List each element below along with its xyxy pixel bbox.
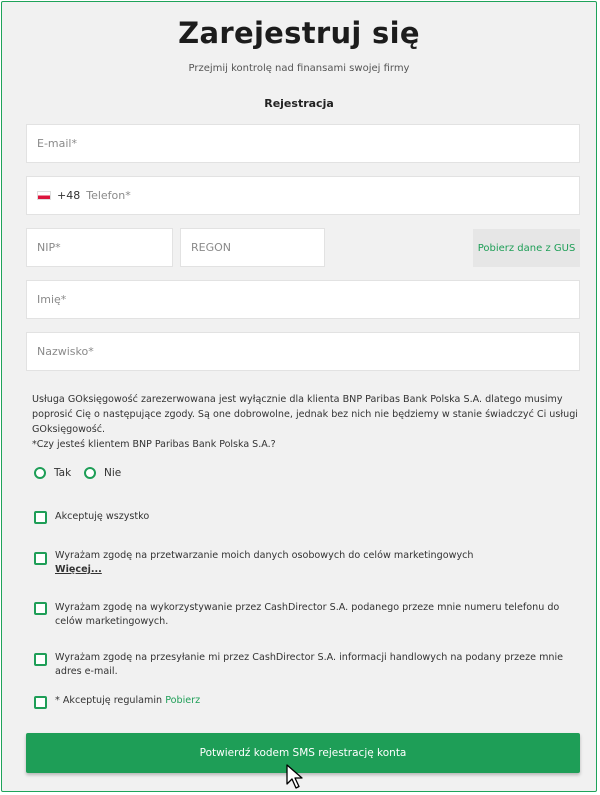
phone-consent-checkbox[interactable] [34, 602, 47, 615]
fetch-gus-data-button[interactable]: Pobierz dane z GUS [473, 229, 580, 267]
terms-download-link[interactable]: Pobierz [165, 695, 201, 706]
phone-consent-label: Wyrażam zgodę na wykorzystywanie przez CashDirector S.A. podanego przeze mnie numeru telefonu do celów marketingowych. [55, 602, 560, 627]
page-title: Zarejestruj się [178, 16, 420, 50]
marketing-data-label [55, 549, 585, 577]
submit-sms-button[interactable]: Potwierdź kodem SMS rejestrację konta [26, 733, 580, 773]
accept-all-label: Akceptuję wszystko [55, 511, 150, 522]
email-placeholder: E-mail* [37, 137, 77, 150]
radio-yes[interactable] [34, 467, 71, 479]
phone-field[interactable] [26, 176, 580, 215]
first-name-field[interactable] [26, 280, 580, 319]
more-link[interactable]: Więcej... [55, 564, 102, 575]
email-consent-checkbox[interactable] [34, 653, 47, 666]
terms-checkbox[interactable] [34, 696, 47, 709]
regon-field[interactable] [180, 228, 325, 267]
mouse-cursor-icon [286, 764, 306, 790]
radio-icon[interactable] [34, 467, 46, 479]
consent-info-text: Usługa GOksięgowość zarezerwowana jest wyłącznie dla klienta BNP Paribas Bank Polska S.A. dlatego musimy poprosić Cię o następujące zgody. Są one dobrowolne, jednak bez nich nie będziemy w stanie świadczyć Ci usługi GOksięgowość. [32, 394, 578, 435]
email-field[interactable] [26, 124, 580, 163]
phone-prefix: +48 [57, 189, 81, 202]
regon-placeholder: REGON [191, 241, 232, 254]
first-name-placeholder: Imię* [37, 293, 67, 306]
radio-no-label: Nie [104, 467, 122, 479]
radio-no[interactable] [84, 467, 121, 479]
last-name-placeholder: Nazwisko* [37, 345, 94, 358]
terms-text: * Akceptuję regulamin [55, 695, 163, 706]
marketing-data-text: Wyrażam zgodę na przetwarzanie moich danych osobowych do celów marketingowych [55, 550, 474, 561]
nip-placeholder: NIP* [37, 241, 61, 254]
terms-label [55, 694, 585, 708]
registration-panel [1, 1, 597, 792]
marketing-data-checkbox[interactable] [34, 552, 47, 565]
last-name-field[interactable] [26, 332, 580, 371]
radio-yes-label: Tak [54, 467, 72, 479]
email-consent-label: Wyrażam zgodę na przesyłanie mi przez CashDirector S.A. informacji handlowych na podany przeze mnie adres e-mail. [55, 652, 564, 677]
bnp-client-question: *Czy jesteś klientem BNP Paribas Bank Polska S.A.? [32, 439, 276, 450]
poland-flag-icon [37, 191, 51, 200]
section-title: Rejestracja [264, 97, 334, 110]
page-subtitle: Przejmij kontrolę nad finansami swojej firmy [188, 63, 410, 74]
nip-field[interactable] [26, 228, 173, 267]
accept-all-checkbox[interactable] [34, 511, 47, 524]
phone-placeholder: Telefon* [86, 189, 131, 202]
radio-icon[interactable] [84, 467, 96, 479]
